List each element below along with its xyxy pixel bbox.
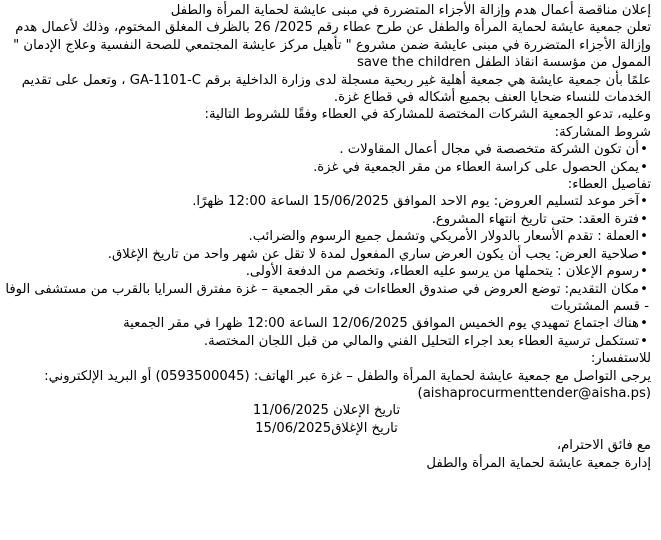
list-item: •يمكن الحصول على كراسة العطاء من مقر الجمعية في غزة. [313,159,648,175]
bullet-icon: • [640,194,648,210]
regards-line: مع فائق الاحترام، [556,438,651,454]
conditions-list [2,141,651,176]
list-item: •آخر موعد لتسليم العروض: يوم الاحد الموافق 15/06/2025 الساعة 12:00 ظهرًا. [192,194,648,210]
bullet-icon: • [640,159,648,175]
list-item: •هناك اجتماع تمهيدي يوم الخميس الموافق 12/06/2025 الساعة 12:00 ظهرا في مقر الجمعية [123,316,648,332]
about-paragraph: علمًا بأن جمعية عايشة هي جمعية أهلية غير ربحية مسجلة لدى وزارة الداخلية برقم GA-1101-C ، وتعمل على تقديم الخدمات للنساء ضحايا العنف بجميع أشكاله في قطاع غزة. [21,72,651,106]
bullet-icon: • [640,316,648,332]
list-item: •صلاحية العرض: يجب أن يكون العرض ساري المفعول لمدة لا تقل عن شهر واحد من تاريخ الإغلاق. [107,246,648,262]
conditions-heading: شروط المشاركة: [554,124,651,140]
list-item: •فترة العقد: حتى تاريخ انتهاء المشروع. [431,211,648,227]
intro-paragraph: تعلن جمعية عايشة لحماية المرأة والطفل عن طرح عطاء رقم 2025/ 26 بالظرف المغلق المختوم، وذلك لأعمال هدم وإزالة الأجزاء المتضررة في مبنى عايشة ضمن مشروع " تأهيل مركز عايشة المجتمعي للصحة النفسية وعلاج الإدمان " الممول من مؤسسة انقاذ الطفل save the children [13,20,651,71]
bullet-icon: • [640,333,648,349]
bullet-icon: • [640,246,648,262]
contact-paragraph: يرجى التواصل مع جمعية عايشة لحماية المرأة والطفل – غزة عبر الهاتف: (0593500045) أو البريد الإلكتروني: (aishaprocurmenttender@aisha.ps) [44,368,651,401]
bullet-icon: • [640,264,648,280]
list-item: •مكان التقديم: توضع العروض في صندوق العطاءات في مقر الجمعية – غزة مفترق السرايا بالقرب من مستشفى الوفا - قسم المشتريات [5,281,649,314]
details-heading: تفاصيل العطاء: [567,177,651,193]
signature-line: إدارة جمعية عايشة لحماية المرأة والطفل [426,455,651,471]
bullet-icon: • [640,281,648,297]
bullet-icon: • [640,229,648,245]
list-item: •تستكمل ترسية العطاء بعد اجراء التحليل الفني والمالي من قبل اللجان المختصة. [203,333,648,349]
list-item: •العملة : تقدم الأسعار بالدولار الأمريكي وتشمل جميع الرسوم والضرائب. [248,229,648,245]
announcement-title: إعلان مناقصة أعمال هدم وإزالة الأجزاء المتضررة في مبنى عايشة لحماية المرأة والطفل [170,3,651,18]
bullet-icon: • [640,142,648,158]
list-item: •أن تكون الشركة متخصصة في مجال أعمال المقاولات . [339,142,648,158]
bullet-icon: • [640,211,648,227]
announcement-date: تاريخ الإعلان 11/06/2025 [252,403,401,419]
details-list [2,193,651,350]
invite-paragraph: وعليه، تدعو الجمعية الشركات المختصة للمشاركة في العطاء وفقًا للشروط التالية: [204,107,651,123]
closing-date: تاريخ الإغلاق15/06/2025 [255,420,398,436]
inquiry-heading: للاستفسار: [590,351,651,367]
list-item: •رسوم الإعلان : يتحملها من يرسو عليه العطاء، وتخصم من الدفعة الأولى. [245,264,648,280]
